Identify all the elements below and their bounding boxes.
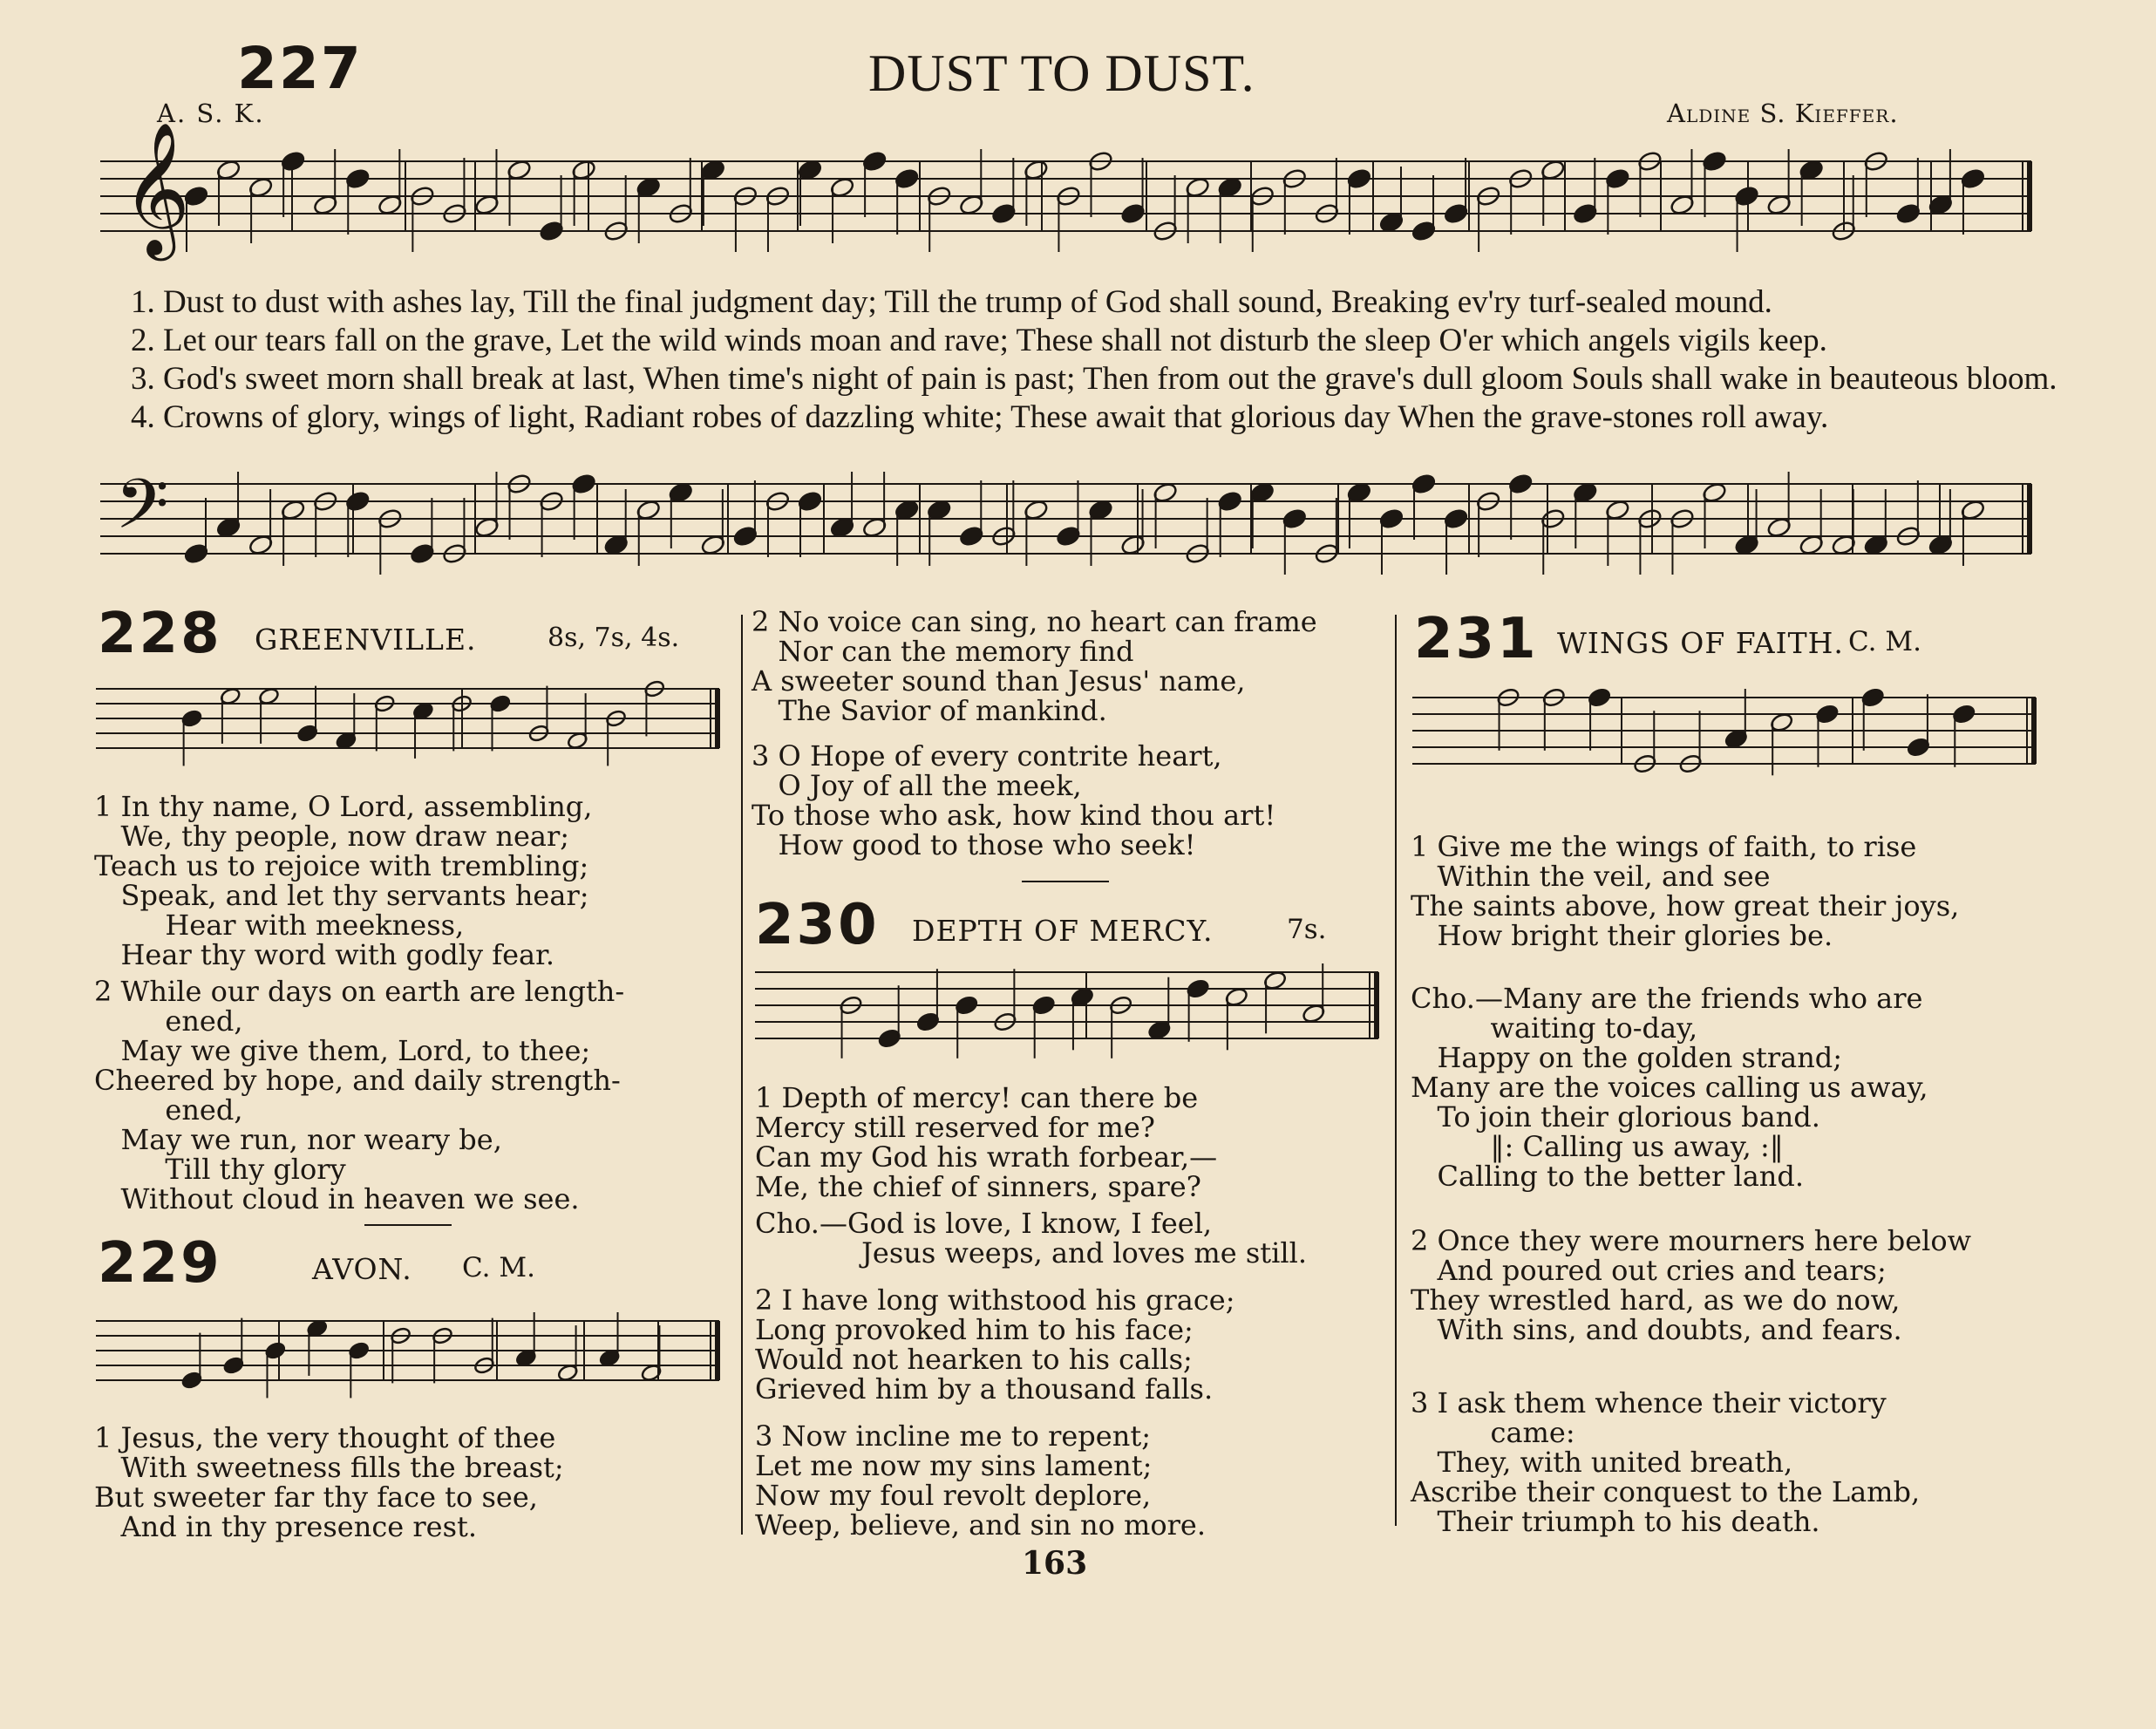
hymn-231-chorus: Cho.—Many are the friends who are waiting to-day, Happy on the golden strand; Many are the voices calling us away, To join their glorious band. ‖: Calling us away, :‖ Calling to the better land. [1411,982,1928,1193]
hymn-230-number: 230 [755,893,880,957]
hymn-231-verse-2: 2 Once they were mourners here below And poured out cries and tears; They wrestled hard, as we do now, With sins, and doubts, and fears. [1411,1224,1972,1346]
hymn-229-meter: C. M. [462,1252,535,1283]
hymn-231-verse-1: 1 Give me the wings of faith, to rise Within the veil, and see The saints above, how great their joys, How bright their glories be. [1411,830,1960,952]
hymn-228-number: 228 [98,602,222,666]
hymn-229-staff [96,1312,724,1399]
hymn-230-chorus: Cho.—God is love, I know, I feel, Jesus weeps, and loves me still. [755,1207,1308,1270]
hymn-227-music-credit: Aldine S. Kieffer. [1667,99,1899,128]
hymn-230-title: DEPTH OF MERCY. [912,914,1214,948]
hymn-229-verse-3: 3 O Hope of every contrite heart, O Joy of all the meek, To those who ask, how kind thou art! How good to those who seek! [752,739,1276,861]
hymn-229-verse-2: 2 No voice can sing, no heart can frame Nor can the memory find A sweeter sound than Jesus' name, The Savior of mankind. [752,605,1317,727]
hymn-228-staff [96,680,724,767]
hymn-231-staff [1412,689,2040,785]
bass-clef-icon: 𝄢 [115,464,169,562]
hymn-231-title: WINGS OF FAITH. [1557,626,1844,660]
hymn-230-staff [755,963,1383,1059]
hymn-227-lyric-line-4: 4. Crowns of glory, wings of light, Radiant robes of dazzling white; These await that glorious day When the grave-stones roll away. [131,399,1829,435]
hymn-230-verse-2: 2 I have long withstood his grace; Long provoked him to his face; Would not hearken to his calls; Grieved him by a thousand falls. [755,1283,1235,1406]
hymn-230-meter: 7s. [1287,914,1327,945]
hymn-228-verse-2: 2 While our days on earth are length- ened, May we give them, Lord, to thee; Cheered by hope, and daily strength- ened, May we run, nor weary be, Till thy glory Without cloud in heaven we see. [94,975,625,1215]
hymn-231-meter: C. M. [1848,626,1921,657]
hymn-227-bass-staff [100,453,2036,593]
hymn-231-verse-3: 3 I ask them whence their victory came: They, with united breath, Ascribe their conquest to the Lamb, Their triumph to his death. [1411,1386,1921,1538]
hymn-228-meter: 8s, 7s, 4s. [548,623,680,653]
hymn-227-lyric-line-1: 1. Dust to dust with ashes lay, Till the final judgment day; Till the trump of God shall sound, Breaking ev'ry turf-sealed mound. [131,284,1772,320]
hymn-separator [364,1224,452,1226]
hymn-230-verse-1: 1 Depth of mercy! can there be Mercy still reserved for me? Can my God his wrath forbear,— Me, the chief of sinners, spare? [755,1081,1218,1203]
hymn-229-title: AVON. [312,1252,412,1286]
treble-clef-icon: 𝄞 [122,121,191,255]
hymn-227-words-credit: A. S. K. [157,99,265,128]
hymn-228-verse-1: 1 In thy name, O Lord, assembling, We, thy people, now draw near; Teach us to rejoice with trembling; Speak, and let thy servants hear; Hear with meekness, Hear thy word with godly fear. [94,790,593,971]
hymn-230-verse-3: 3 Now incline me to repent; Let me now my sins lament; Now my foul revolt deplore, Weep, believe, and sin no more. [755,1419,1207,1542]
hymn-228-title: GREENVILLE. [255,623,477,657]
hymn-229-number: 229 [98,1231,222,1296]
hymn-229-verse-1: 1 Jesus, the very thought of thee With sweetness fills the breast; But sweeter far thy face to see, And in thy presence rest. [94,1421,564,1543]
column-divider-left [741,615,743,1535]
hymn-227-treble-staff [100,148,2036,288]
hymn-227-lyric-line-2: 2. Let our tears fall on the grave, Let the wild winds moan and rave; These shall not disturb the sleep O'er which angels vigils keep. [131,323,1827,358]
hymn-227-lyric-line-3: 3. God's sweet morn shall break at last, When time's night of pain is past; Then from out the grave's dull gloom Souls shall wake in beauteous bloom. [131,361,2057,397]
hymn-231-number: 231 [1414,607,1539,671]
hymn-227-title: DUST TO DUST. [868,44,1255,102]
hymn-227-number: 227 [237,35,363,102]
hymn-separator [1022,881,1109,882]
column-divider-right [1395,615,1397,1526]
page-number: 163 [1022,1545,1088,1582]
